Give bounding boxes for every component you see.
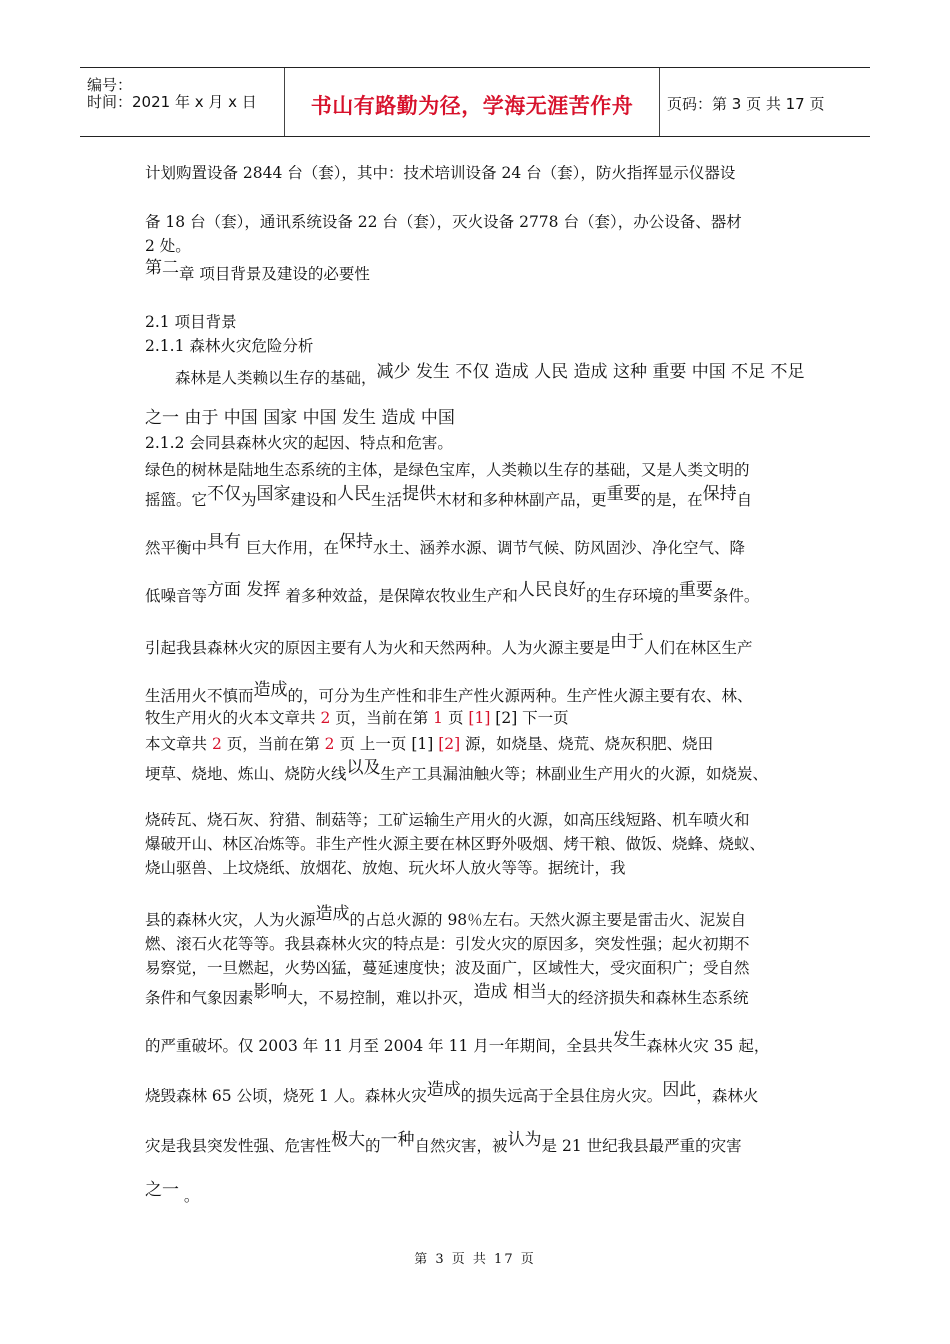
header-table bbox=[80, 67, 870, 137]
text: 条件和气象因素 bbox=[145, 989, 254, 1007]
text: 计划购置设备 2844 台（套），其中：技术培训设备 24 台（套），防火指挥显示仪器设 bbox=[145, 164, 736, 182]
text: 因此 bbox=[662, 1080, 697, 1100]
page-links-next[interactable]: [2] 下一页 bbox=[490, 709, 569, 727]
text: 森林是人类赖以生存的基础， bbox=[175, 369, 377, 387]
subsection-heading bbox=[145, 433, 453, 453]
text: 发生 bbox=[612, 1030, 647, 1050]
document-number: 编号： bbox=[87, 76, 133, 94]
text: 造成 bbox=[315, 904, 350, 924]
text: 生活用火不慎而 bbox=[145, 687, 254, 705]
text: 自 bbox=[736, 491, 753, 509]
text: 的生存环境的 bbox=[585, 587, 679, 605]
text: 重要 bbox=[606, 484, 641, 504]
text: 人民良好 bbox=[517, 580, 586, 600]
text: 页，当前在第 bbox=[221, 735, 325, 753]
text: 减少 发生 不仅 造成 人民 造成 这种 重要 中国 不足 不足 bbox=[376, 362, 805, 382]
body-line bbox=[145, 408, 455, 428]
header-motto: 书山有路勤为径，学海无涯苦作舟 bbox=[310, 94, 634, 118]
text: 然平衡中 bbox=[145, 539, 208, 557]
text: 木材和多种林副产品，更 bbox=[436, 491, 607, 509]
body-line bbox=[145, 934, 750, 954]
text: 烧砖瓦、烧石灰、狩猎、制菇等；工矿运输生产用火的火源，如高压线短路、机车喷火和 bbox=[145, 811, 750, 829]
body-line bbox=[145, 680, 753, 705]
text: 的是，在 bbox=[640, 491, 703, 509]
text: 。 bbox=[179, 1187, 200, 1205]
text: 2.1.2 会同县森林火灾的起因、特点和危害。 bbox=[145, 434, 453, 452]
body-line bbox=[145, 904, 747, 929]
text: 的占总火源的 98％左右。天然火源主要是雷击火、泥炭自 bbox=[349, 911, 747, 929]
body-line bbox=[145, 982, 749, 1007]
text: 认为 bbox=[507, 1130, 542, 1150]
body-line bbox=[145, 834, 765, 854]
body-line bbox=[145, 858, 626, 878]
text: 不仅 bbox=[207, 484, 242, 504]
text: 第二 bbox=[145, 258, 179, 278]
text: 着多种效益，是保障农牧业生产和 bbox=[280, 587, 518, 605]
page-links-prev[interactable]: 页 上一页 [1] bbox=[334, 735, 439, 753]
text: 的 bbox=[365, 1137, 381, 1155]
current-page: 2 bbox=[324, 735, 335, 753]
text: 页 bbox=[443, 709, 469, 727]
text: 保持 bbox=[702, 484, 737, 504]
text: 由于 bbox=[610, 632, 645, 652]
text: 灾是我县突发性强、危害性 bbox=[145, 1137, 332, 1155]
text: 森林火灾 35 起， bbox=[646, 1037, 770, 1055]
text: 之一 由于 中国 国家 中国 发生 造成 中国 bbox=[145, 408, 455, 428]
pagination-line bbox=[145, 708, 569, 728]
body-line bbox=[145, 958, 750, 978]
body-line bbox=[145, 1130, 742, 1155]
text: 造成 bbox=[426, 1080, 461, 1100]
text: 埂草、烧地、炼山、烧防火线 bbox=[145, 765, 347, 783]
text: 的严重破坏。仅 2003 年 11 月至 2004 年 11 月一年期间，全县共 bbox=[145, 1037, 613, 1055]
subsection-heading bbox=[145, 336, 313, 356]
body-line bbox=[145, 484, 753, 509]
text: 以及 bbox=[346, 758, 381, 778]
body-line bbox=[145, 532, 745, 557]
header-motto-cell bbox=[285, 68, 660, 136]
text: 之一 bbox=[145, 1180, 179, 1200]
text: 人民 bbox=[337, 484, 372, 504]
text: 自然灾害，被 bbox=[414, 1137, 508, 1155]
text: 章 项目背景及建设的必要性 bbox=[179, 265, 370, 283]
text: 2 处。 bbox=[145, 237, 191, 255]
text: 一种 bbox=[380, 1130, 415, 1150]
text: 具有 bbox=[207, 532, 242, 552]
pagination-line bbox=[145, 734, 713, 754]
text: 摇篮。它 bbox=[145, 491, 208, 509]
body-line bbox=[145, 810, 750, 830]
text: 提供 bbox=[402, 484, 437, 504]
text: 的损失远高于全县住房火灾。 bbox=[460, 1087, 663, 1105]
body-line bbox=[145, 212, 742, 232]
page-footer: 第 3 页 共 17 页 bbox=[414, 1252, 536, 1267]
header-info-cell bbox=[80, 68, 285, 136]
text: 造成 bbox=[253, 680, 288, 700]
body-line bbox=[145, 632, 753, 657]
text: 人们在林区生产 bbox=[644, 639, 753, 657]
body-line bbox=[145, 236, 191, 256]
text: 易察觉，一旦燃起，火势凶猛，蔓延速度快；波及面广，区域性大，受灾面积广；受自然 bbox=[145, 959, 750, 977]
text: 生产工具漏油触火等；林副业生产用火的火源，如烧炭、 bbox=[380, 765, 769, 783]
page-link-1[interactable]: [1] bbox=[468, 709, 491, 727]
text: 2.1.1 森林火灾危险分析 bbox=[145, 337, 314, 355]
text: 源，如烧垦、烧荒、烧灰积肥、烧田 bbox=[460, 735, 714, 753]
text: 建设和 bbox=[290, 491, 338, 509]
text: 水土、涵养水源、调节气候、防风固沙、净化空气、降 bbox=[372, 539, 745, 557]
text: 引起我县森林火灾的原因主要有人为火和天然两种。人为火源主要是 bbox=[145, 639, 611, 657]
text: 的，可分为生产性和非生产性火源两种。生产性火源主要有农、林、 bbox=[287, 687, 753, 705]
text: 为 bbox=[241, 491, 257, 509]
body-line bbox=[145, 1080, 759, 1105]
text: 备 18 台（套），通讯系统设备 22 台（套），灭火设备 2778 台（套），办公设备、器材 bbox=[145, 213, 742, 231]
text: 影响 bbox=[253, 982, 288, 1002]
text: 县的森林火灾，人为火源 bbox=[145, 911, 316, 929]
text: 大的经济损失和森林生态系统 bbox=[546, 989, 749, 1007]
section-heading bbox=[145, 312, 237, 332]
text: 低噪音等 bbox=[145, 587, 208, 605]
header-page-cell bbox=[660, 68, 870, 136]
text: 烧毁森林 65 公顷，烧死 1 人。森林火灾 bbox=[145, 1087, 427, 1105]
text: ，森林火 bbox=[696, 1087, 759, 1105]
text: 条件。 bbox=[712, 587, 760, 605]
text: 生活 bbox=[371, 491, 403, 509]
chapter-heading bbox=[145, 258, 370, 283]
text: 极大 bbox=[331, 1130, 366, 1150]
text: 绿色的树林是陆地生态系统的主体，是绿色宝库，人类赖以生存的基础，又是人类文明的 bbox=[145, 461, 750, 479]
header-page-number: 页码：第 3 页 共 17 页 bbox=[667, 95, 825, 113]
text: 保持 bbox=[338, 532, 373, 552]
body-line bbox=[145, 758, 769, 783]
text: 方面 发挥 bbox=[207, 580, 281, 600]
document-time: 时间：2021 年 x 月 x 日 bbox=[87, 93, 257, 111]
text: 是 21 世纪我县最严重的灾害 bbox=[541, 1137, 742, 1155]
text: 页，当前在第 bbox=[330, 709, 434, 727]
text: 巨大作用，在 bbox=[241, 539, 339, 557]
current-page: 1 bbox=[433, 709, 444, 727]
body-line bbox=[145, 163, 735, 183]
body-line bbox=[145, 1030, 770, 1055]
body-line bbox=[175, 362, 805, 387]
text: 本文章共 bbox=[145, 735, 212, 753]
text: 牧生产用火的火本文章共 bbox=[145, 709, 321, 727]
text: 造成 相当 bbox=[473, 982, 547, 1002]
page-link-2[interactable]: [2] bbox=[438, 735, 461, 753]
total-pages: 2 bbox=[320, 709, 331, 727]
text: 烧山驱兽、上坟烧纸、放烟花、放炮、玩火坏人放火等等。据统计，我 bbox=[145, 859, 626, 877]
body-line bbox=[145, 460, 750, 480]
body-line bbox=[145, 1180, 200, 1205]
body-line bbox=[145, 580, 760, 605]
text: 国家 bbox=[256, 484, 291, 504]
text: 重要 bbox=[678, 580, 713, 600]
text: 爆破开山、林区冶炼等。非生产性火源主要在林区野外吸烟、烤干粮、做饭、烧蜂、烧蚁、 bbox=[145, 835, 766, 853]
total-pages: 2 bbox=[211, 735, 222, 753]
text: 2.1 项目背景 bbox=[145, 313, 237, 331]
text: 燃、滚石火花等等。我县森林火灾的特点是：引发火灾的原因多，突发性强；起火初期不 bbox=[145, 935, 750, 953]
text: 大，不易控制，难以扑灭， bbox=[287, 989, 474, 1007]
